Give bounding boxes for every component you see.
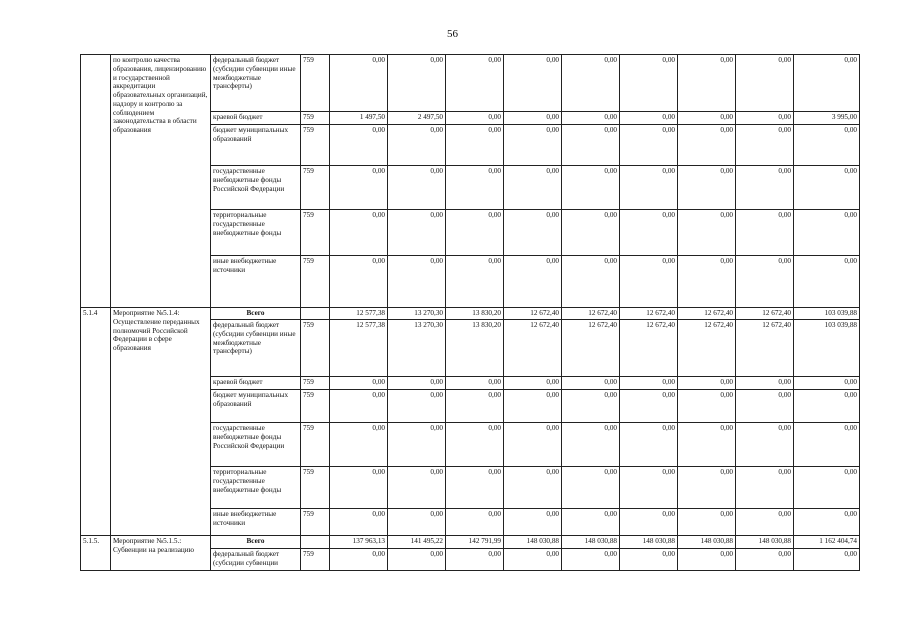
year-value: 0,00 xyxy=(504,125,562,166)
year-value: 0,00 xyxy=(562,166,620,210)
year-value: 12 672,40 xyxy=(562,308,620,320)
year-value: 12 672,40 xyxy=(736,308,794,320)
year-value: 0,00 xyxy=(562,423,620,467)
year-value: 0,00 xyxy=(736,423,794,467)
total-value: 0,00 xyxy=(794,55,860,112)
year-value: 0,00 xyxy=(446,423,504,467)
year-value: 0,00 xyxy=(678,509,736,536)
year-value: 0,00 xyxy=(736,55,794,112)
year-value: 0,00 xyxy=(388,549,446,571)
year-value: 0,00 xyxy=(562,55,620,112)
funding-source: краевой бюджет xyxy=(211,112,301,125)
year-value: 0,00 xyxy=(330,166,388,210)
year-value: 0,00 xyxy=(562,390,620,423)
budget-code: 759 xyxy=(301,423,330,467)
year-value: 0,00 xyxy=(388,390,446,423)
section-number xyxy=(81,55,111,308)
year-value: 148 030,88 xyxy=(678,536,736,549)
year-value: 0,00 xyxy=(620,467,678,509)
year-value: 0,00 xyxy=(388,166,446,210)
year-value: 0,00 xyxy=(446,509,504,536)
year-value: 142 791,99 xyxy=(446,536,504,549)
section-name: Мероприятие №5.1.4: Осуществление переданных полномочий Российской Федерации в сфере образования xyxy=(111,308,211,536)
year-value: 0,00 xyxy=(678,549,736,571)
year-value: 0,00 xyxy=(446,377,504,390)
year-value: 0,00 xyxy=(736,112,794,125)
year-value: 0,00 xyxy=(446,112,504,125)
year-value: 0,00 xyxy=(562,377,620,390)
year-value: 0,00 xyxy=(330,390,388,423)
budget-code: 759 xyxy=(301,377,330,390)
year-value: 0,00 xyxy=(330,549,388,571)
budget-code: 759 xyxy=(301,210,330,256)
year-value: 0,00 xyxy=(504,210,562,256)
year-value: 0,00 xyxy=(330,467,388,509)
year-value: 13 830,20 xyxy=(446,320,504,377)
year-value: 12 672,40 xyxy=(678,308,736,320)
total-value: 0,00 xyxy=(794,125,860,166)
year-value: 12 577,38 xyxy=(330,320,388,377)
funding-source: иные внебюджетные источники xyxy=(211,256,301,308)
budget-code: 759 xyxy=(301,55,330,112)
year-value: 0,00 xyxy=(388,256,446,308)
year-value: 0,00 xyxy=(504,55,562,112)
funding-source: территориальные государственные внебюджетные фонды xyxy=(211,210,301,256)
year-value: 0,00 xyxy=(562,210,620,256)
section-name: по контролю качества образования, лицензированию и государственной аккредитации образовательных организаций, надзору и контролю за соблюдением законодательства в области образования xyxy=(111,55,211,308)
year-value: 0,00 xyxy=(736,210,794,256)
year-value: 0,00 xyxy=(736,467,794,509)
year-value: 0,00 xyxy=(620,256,678,308)
year-value: 148 030,88 xyxy=(562,536,620,549)
funding-source: краевой бюджет xyxy=(211,377,301,390)
year-value: 0,00 xyxy=(736,509,794,536)
budget-table xyxy=(80,54,860,571)
year-value: 0,00 xyxy=(504,509,562,536)
year-value: 0,00 xyxy=(504,377,562,390)
year-value: 12 672,40 xyxy=(504,320,562,377)
year-value: 0,00 xyxy=(620,377,678,390)
year-value: 1 497,50 xyxy=(330,112,388,125)
table-row xyxy=(81,536,860,549)
year-value: 148 030,88 xyxy=(620,536,678,549)
year-value: 0,00 xyxy=(504,256,562,308)
year-value: 0,00 xyxy=(330,210,388,256)
year-value: 0,00 xyxy=(678,423,736,467)
year-value: 0,00 xyxy=(330,377,388,390)
year-value: 0,00 xyxy=(736,256,794,308)
section-number: 5.1.5. xyxy=(81,536,111,571)
year-value: 0,00 xyxy=(388,125,446,166)
total-value: 0,00 xyxy=(794,509,860,536)
year-value: 0,00 xyxy=(388,377,446,390)
budget-code: 759 xyxy=(301,390,330,423)
year-value: 0,00 xyxy=(504,112,562,125)
year-value: 0,00 xyxy=(620,423,678,467)
year-value: 0,00 xyxy=(620,166,678,210)
year-value: 0,00 xyxy=(678,390,736,423)
year-value: 137 963,13 xyxy=(330,536,388,549)
year-value: 0,00 xyxy=(330,509,388,536)
year-value: 0,00 xyxy=(678,55,736,112)
budget-code: 759 xyxy=(301,467,330,509)
year-value: 12 577,38 xyxy=(330,308,388,320)
budget-code: 759 xyxy=(301,166,330,210)
total-value: 0,00 xyxy=(794,377,860,390)
budget-table-body xyxy=(81,55,860,571)
year-value: 0,00 xyxy=(736,377,794,390)
year-value: 0,00 xyxy=(678,377,736,390)
table-row xyxy=(81,55,860,112)
year-value: 0,00 xyxy=(678,166,736,210)
budget-code: 759 xyxy=(301,549,330,571)
year-value: 0,00 xyxy=(446,166,504,210)
year-value: 148 030,88 xyxy=(504,536,562,549)
year-value: 0,00 xyxy=(446,55,504,112)
funding-source: Всего xyxy=(211,536,301,549)
section-number: 5.1.4 xyxy=(81,308,111,536)
budget-code: 759 xyxy=(301,125,330,166)
year-value: 0,00 xyxy=(620,125,678,166)
total-value: 0,00 xyxy=(794,256,860,308)
year-value: 0,00 xyxy=(620,55,678,112)
budget-code: 759 xyxy=(301,112,330,125)
budget-code xyxy=(301,536,330,549)
section-name: Мероприятие №5.1.5.: Субвенции на реализацию xyxy=(111,536,211,571)
year-value: 0,00 xyxy=(736,390,794,423)
year-value: 0,00 xyxy=(504,166,562,210)
total-value: 0,00 xyxy=(794,423,860,467)
year-value: 148 030,88 xyxy=(736,536,794,549)
year-value: 2 497,50 xyxy=(388,112,446,125)
year-value: 0,00 xyxy=(562,256,620,308)
year-value: 0,00 xyxy=(678,210,736,256)
year-value: 13 270,30 xyxy=(388,320,446,377)
year-value: 0,00 xyxy=(504,390,562,423)
funding-source: территориальные государственные внебюджетные фонды xyxy=(211,467,301,509)
year-value: 13 270,30 xyxy=(388,308,446,320)
total-value: 0,00 xyxy=(794,210,860,256)
year-value: 0,00 xyxy=(446,390,504,423)
year-value: 0,00 xyxy=(330,423,388,467)
year-value: 0,00 xyxy=(678,467,736,509)
funding-source: бюджет муниципальных образований xyxy=(211,390,301,423)
year-value: 0,00 xyxy=(330,256,388,308)
funding-source: государственные внебюджетные фонды Российской Федерации xyxy=(211,423,301,467)
year-value: 0,00 xyxy=(330,125,388,166)
year-value: 12 672,40 xyxy=(562,320,620,377)
year-value: 0,00 xyxy=(562,112,620,125)
year-value: 12 672,40 xyxy=(504,308,562,320)
year-value: 0,00 xyxy=(446,125,504,166)
year-value: 0,00 xyxy=(678,256,736,308)
year-value: 0,00 xyxy=(562,509,620,536)
year-value: 0,00 xyxy=(620,210,678,256)
year-value: 12 672,40 xyxy=(678,320,736,377)
year-value: 0,00 xyxy=(330,55,388,112)
year-value: 0,00 xyxy=(446,210,504,256)
year-value: 0,00 xyxy=(446,467,504,509)
year-value: 0,00 xyxy=(388,423,446,467)
year-value: 0,00 xyxy=(736,166,794,210)
year-value: 0,00 xyxy=(388,55,446,112)
year-value: 0,00 xyxy=(678,112,736,125)
table-row xyxy=(81,308,860,320)
funding-source: бюджет муниципальных образований xyxy=(211,125,301,166)
year-value: 0,00 xyxy=(446,549,504,571)
year-value: 0,00 xyxy=(504,549,562,571)
year-value: 12 672,40 xyxy=(620,320,678,377)
total-value: 103 039,88 xyxy=(794,320,860,377)
year-value: 0,00 xyxy=(504,423,562,467)
year-value: 0,00 xyxy=(388,467,446,509)
year-value: 0,00 xyxy=(562,549,620,571)
funding-source: иные внебюджетные источники xyxy=(211,509,301,536)
budget-code: 759 xyxy=(301,256,330,308)
year-value: 141 495,22 xyxy=(388,536,446,549)
budget-code: 759 xyxy=(301,509,330,536)
year-value: 0,00 xyxy=(620,112,678,125)
total-value: 0,00 xyxy=(794,390,860,423)
budget-code: 759 xyxy=(301,320,330,377)
year-value: 0,00 xyxy=(562,125,620,166)
year-value: 0,00 xyxy=(388,210,446,256)
total-value: 3 995,00 xyxy=(794,112,860,125)
funding-source: федеральный бюджет (субсидии субвенции xyxy=(211,549,301,571)
funding-source: федеральный бюджет (субсидии субвенции иные межбюджетные трансферты) xyxy=(211,55,301,112)
budget-code xyxy=(301,308,330,320)
year-value: 12 672,40 xyxy=(736,320,794,377)
year-value: 12 672,40 xyxy=(620,308,678,320)
funding-source: Всего xyxy=(211,308,301,320)
total-value: 0,00 xyxy=(794,549,860,571)
year-value: 0,00 xyxy=(620,390,678,423)
year-value: 0,00 xyxy=(562,467,620,509)
funding-source: федеральный бюджет (субсидии субвенции иные межбюджетные трансферты) xyxy=(211,320,301,377)
total-value: 0,00 xyxy=(794,166,860,210)
year-value: 0,00 xyxy=(678,125,736,166)
year-value: 0,00 xyxy=(504,467,562,509)
total-value: 0,00 xyxy=(794,467,860,509)
page-number: 56 xyxy=(447,28,458,40)
year-value: 0,00 xyxy=(620,549,678,571)
year-value: 13 830,20 xyxy=(446,308,504,320)
funding-source: государственные внебюджетные фонды Российской Федерации xyxy=(211,166,301,210)
year-value: 0,00 xyxy=(620,509,678,536)
year-value: 0,00 xyxy=(388,509,446,536)
year-value: 0,00 xyxy=(736,125,794,166)
total-value: 103 039,88 xyxy=(794,308,860,320)
year-value: 0,00 xyxy=(446,256,504,308)
year-value: 0,00 xyxy=(736,549,794,571)
total-value: 1 162 404,74 xyxy=(794,536,860,549)
